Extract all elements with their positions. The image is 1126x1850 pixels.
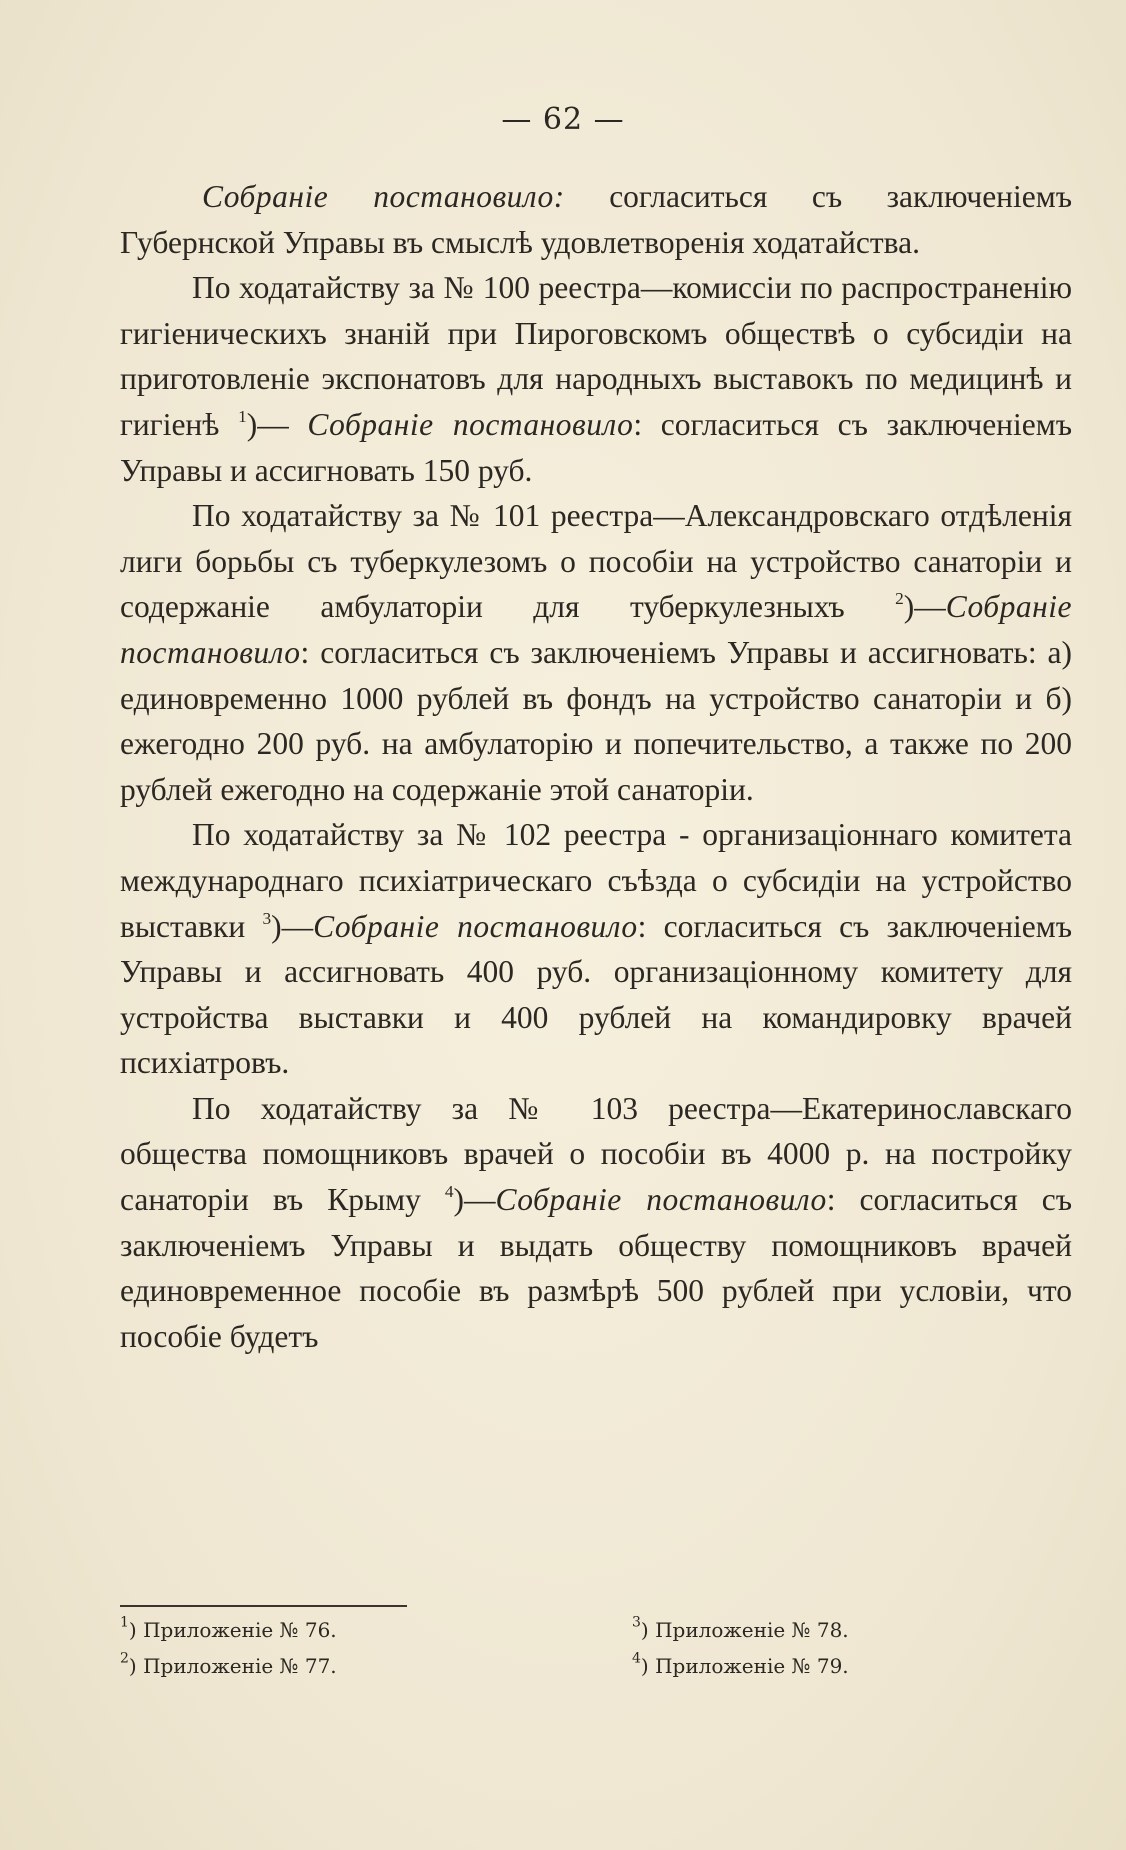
footnotes — [120, 1612, 1072, 1684]
footnote-ref: 1 — [238, 406, 247, 426]
paragraph-2 — [120, 265, 1072, 493]
paragraph-text: По ходатайству за № 100 реестра—комиссіи по распространенію гигіеническихъ знаній при Пироговскомъ обществѣ о субсидіи на приготовленіе экспонатовъ для народныхъ выставокъ по медицинѣ и гигіенѣ — [120, 270, 1072, 442]
footnote-text: ) Приложеніе № 79. — [640, 1654, 849, 1678]
paragraph-4 — [120, 812, 1072, 1086]
footnote-row — [120, 1612, 1072, 1648]
footnote-mark: 2 — [120, 1650, 129, 1667]
footnote-mark: 4 — [632, 1650, 641, 1667]
footnote-2 — [120, 1648, 560, 1684]
paragraph-1 — [120, 174, 1072, 265]
resolution-phrase: Собраніе постановило — [120, 589, 1072, 670]
footnote-3 — [632, 1612, 1072, 1648]
resolution-phrase: Собраніе постановило — [313, 908, 638, 944]
footnote-row — [120, 1648, 1072, 1684]
paragraph-text: По ходатайству за № 103 реестра—Екатеринославскаго общества помощниковъ врачей о пособіи въ 4000 р. на постройку санаторіи въ Крыму — [120, 1090, 1072, 1218]
resolution-phrase: Собраніе постановило — [307, 406, 634, 442]
footnote-mark: 3 — [632, 1614, 641, 1631]
dash: )— — [453, 1182, 496, 1218]
paragraph-text: По ходатайству за № 101 реестра—Александровскаго отдѣленія лиги борьбы съ туберкулезомъ о пособіи на устройство санаторіи и содержаніе амбулаторіи для туберкулезныхъ — [120, 498, 1072, 625]
paragraph-text: согласиться съ заключеніемъ Губернской Управы въ смыслѣ удовлетворенія ходатайства. — [120, 179, 1072, 260]
paragraph-text: : согласиться съ заключеніемъ Управы и выдать обществу помощниковъ врачей единовременное пособіе въ размѣрѣ 500 рублей при условіи, что пособіе будетъ — [120, 1182, 1072, 1354]
footnote-4 — [632, 1648, 1072, 1684]
footnote-text: ) Приложеніе № 78. — [640, 1618, 849, 1642]
paragraph-3 — [120, 493, 1072, 812]
footnote-divider — [120, 1605, 407, 1607]
footnote-ref: 2 — [895, 589, 904, 609]
paragraph-text: : согласиться съ заключеніемъ Управы и ассигновать 400 руб. организаціонному комитету для устройства выставки и 400 рублей на командировку врачей психіатровъ. — [120, 908, 1073, 1081]
paragraph-5 — [120, 1086, 1072, 1360]
paragraph-text: По ходатайству за № 102 реестра - организаціоннаго комитета международнаго психіатрическаго съѣзда о субсидіи на устройство выставки — [120, 817, 1072, 944]
body-text — [120, 174, 1072, 1359]
paragraph-text: : согласиться съ заключеніемъ Управы и ассигновать 150 руб. — [120, 406, 1072, 488]
footnote-text: ) Приложеніе № 77. — [128, 1654, 337, 1678]
footnote-ref: 3 — [262, 908, 272, 928]
resolution-phrase: Собраніе постановило: — [202, 179, 565, 214]
page-number: — 62 — — [501, 102, 625, 137]
footnote-ref: 4 — [444, 1182, 454, 1202]
dash: )— — [246, 406, 308, 442]
footnote-text: ) Приложеніе № 76. — [128, 1618, 337, 1642]
paragraph-text: : согласиться съ заключеніемъ Управы и ассигновать: а) единовременно 1000 рублей въ фондъ на устройство санаторіи и б) ежегодно 200 руб. на амбулаторію и попечительство, а также по 200 рублей ежегодно на содержаніе этой санаторіи. — [120, 634, 1072, 807]
resolution-phrase: Собраніе постановило — [495, 1182, 827, 1218]
dash: )— — [903, 589, 946, 625]
footnote-1 — [120, 1612, 560, 1648]
footnote-mark: 1 — [120, 1614, 129, 1631]
dash: )— — [271, 908, 314, 944]
